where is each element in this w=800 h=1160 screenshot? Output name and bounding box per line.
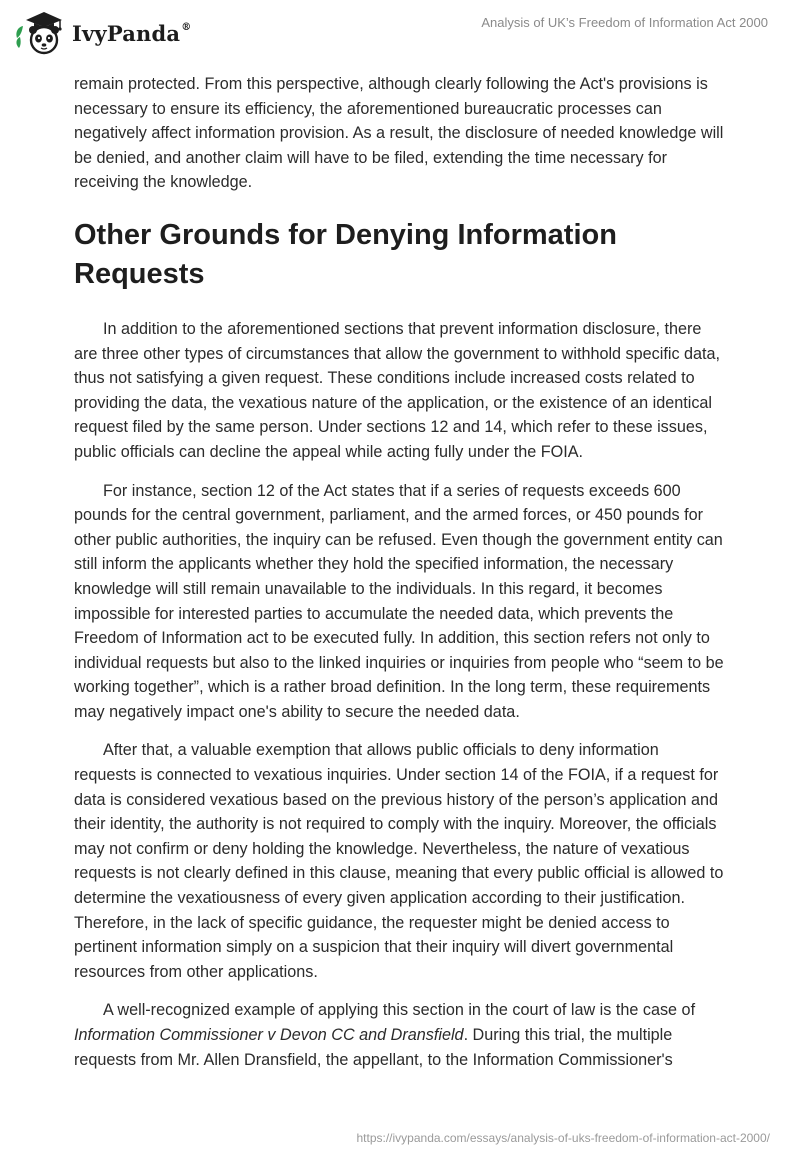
intro-paragraph: remain protected. From this perspective, although clearly following the Act's provisions is necessary to ensure its efficiency, the aforementioned bureaucratic processes can negatively affect information provision. As a result, the disclosure of needed knowledge will be denied, and another claim will have to be filed, extending the time necessary for receiving the knowledge. xyxy=(74,75,724,192)
source-url[interactable]: https://ivypanda.com/essays/analysis-of-uks-freedom-of-information-act-2000/ xyxy=(356,1131,770,1145)
page-header xyxy=(0,0,800,62)
body-paragraph: After that, a valuable exemption that allows public officials to deny information requests is connected to vexatious inquiries. Under section 14 of the FOIA, if a request for data is considered vexatious based on the previous history of the person’s application and their identity, the authority is not required to comply with the inquiry. Moreover, the officials may not confirm or deny holding the knowledge. Nevertheless, the nature of vexatious requests is not clearly defined in this clause, meaning that every public official is allowed to determine the vexatiousness of every given application according to their justification. Therefore, in the lack of specific guidance, the requester might be denied access to pertinent information simply on a suspicion that their inquiry will divert governmental resources from other applications. xyxy=(74,741,724,981)
brand-name: IvyPanda® xyxy=(72,20,192,46)
paragraph-tail: . During this trial, the multiple requests from Mr. Allen Dransfield, the appellant, to the Information Commissioner's xyxy=(74,1026,673,1069)
case-name: Information Commissioner v Devon CC and Dransfield xyxy=(74,1026,464,1044)
paragraph-lead: A well-recognized example of applying this section in the court of law is the case of xyxy=(103,1001,696,1020)
essay-content xyxy=(74,72,724,1086)
ivypanda-logo[interactable] xyxy=(14,8,191,56)
body-paragraph: For instance, section 12 of the Act states that if a series of requests exceeds 600 pounds for the central government, parliament, and the armed forces, or 450 pounds for other public authorities, the inquiry can be refused. Even though the government entity can still inform the applicants whether they hold the specified information, the necessary knowledge will still remain unavailable to the individuals. In this regard, it becomes impossible for interested parties to accumulate the needed data, which prevents the Freedom of Information act to be executed fully. In addition, this section refers not only to individual requests but also to the linked inquiries or inquiries from people who “seem to be working together”, which is a rather broad definition. In the long term, these requirements may negatively impact one's ability to secure the needed data. xyxy=(74,481,724,721)
last-paragraph xyxy=(74,998,724,1072)
section-heading: Other Grounds for Denying Information Requests xyxy=(74,218,617,290)
document-title: Analysis of UK’s Freedom of Information Act 2000 xyxy=(481,15,768,30)
panda-graduation-cap-icon xyxy=(14,8,66,56)
registered-mark: ® xyxy=(181,21,192,33)
body-paragraph: In addition to the aforementioned sections that prevent information disclosure, there are three other types of circumstances that allow the government to withhold specific data, thus not satisfying a given request. These conditions include increased costs related to providing the data, the vexatious nature of the application, or the existence of an identical request filed by the same person. Under sections 12 and 14, which refer to these issues, public officials can decline the appeal while acting fully under the FOIA. xyxy=(74,319,721,461)
